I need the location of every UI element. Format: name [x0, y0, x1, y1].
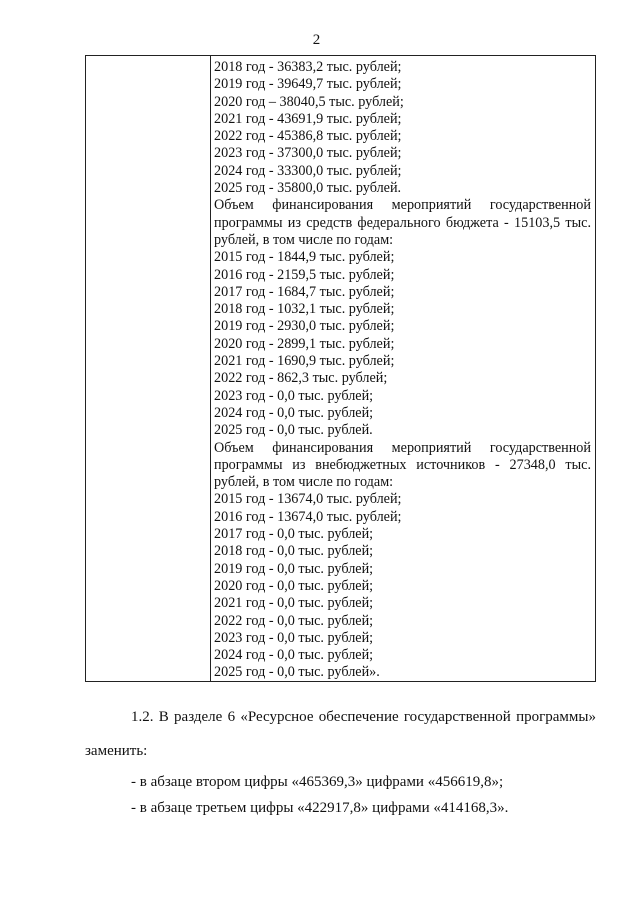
funding-line: 2023 год - 37300,0 тыс. рублей; — [214, 145, 402, 162]
funding-line: 2021 год - 0,0 тыс. рублей; — [214, 595, 374, 612]
funding-line: 2019 год - 39649,7 тыс. рублей; — [214, 76, 402, 93]
funding-line: 2024 год - 0,0 тыс. рублей; — [214, 404, 374, 421]
funding-line: 2017 год - 1684,7 тыс. рублей; — [214, 283, 395, 300]
replacement-list — [131, 769, 591, 821]
funding-line: 2023 год - 0,0 тыс. рублей; — [214, 387, 374, 404]
funding-line: 2022 год - 45386,8 тыс. рублей; — [214, 128, 402, 145]
federal-list — [214, 249, 591, 439]
funding-cell — [214, 59, 591, 682]
replacement-item: - в абзаце третьем цифры «422917,8» цифрами «414168,3». — [131, 800, 509, 816]
federal-intro: Объем финансирования мероприятий государственной программы из средств федерального бюджета - 15103,5 тыс. рублей, в том числе по годам: — [214, 197, 591, 248]
funding-line: 2016 год - 2159,5 тыс. рублей; — [214, 266, 395, 283]
funding-line: 2016 год - 13674,0 тыс. рублей; — [214, 508, 402, 525]
funding-line: 2018 год - 0,0 тыс. рублей; — [214, 543, 374, 560]
column-divider — [210, 56, 211, 681]
funding-line: 2020 год - 0,0 тыс. рублей; — [214, 577, 374, 594]
funding-line: 2024 год - 0,0 тыс. рублей; — [214, 647, 374, 664]
funding-line: 2020 год – 38040,5 тыс. рублей; — [214, 93, 404, 110]
funding-line: 2025 год - 0,0 тыс. рублей. — [214, 422, 373, 439]
paragraph-1-2: 1.2. В разделе 6 «Ресурсное обеспечение государственной программы» заменить: — [85, 709, 596, 759]
funding-line: 2015 год - 13674,0 тыс. рублей; — [214, 491, 402, 508]
funding-line: 2025 год - 35800,0 тыс. рублей. — [214, 180, 402, 197]
extrabudget-intro: Объем финансирования мероприятий государственной программы из внебюджетных источников - 27348,0 тыс. рублей, в том числе по годам: — [214, 439, 591, 491]
funding-table — [85, 55, 596, 682]
extrabudget-list — [214, 491, 591, 681]
page-number: 2 — [312, 32, 321, 48]
funding-line: 2022 год - 0,0 тыс. рублей; — [214, 612, 374, 629]
funding-line: 2025 год - 0,0 тыс. рублей». — [214, 664, 380, 681]
funding-line: 2020 год - 2899,1 тыс. рублей; — [214, 335, 395, 352]
replacement-item: - в абзаце втором цифры «465369,3» цифрами «456619,8»; — [131, 774, 504, 790]
funding-line: 2021 год - 1690,9 тыс. рублей; — [214, 353, 395, 370]
funding-line: 2023 год - 0,0 тыс. рублей; — [214, 629, 374, 646]
funding-line: 2015 год - 1844,9 тыс. рублей; — [214, 249, 395, 266]
funding-line: 2017 год - 0,0 тыс. рублей; — [214, 526, 374, 543]
funding-line: 2018 год - 1032,1 тыс. рублей; — [214, 301, 395, 318]
funding-line: 2019 год - 2930,0 тыс. рублей; — [214, 318, 395, 335]
funding-line: 2018 год - 36383,2 тыс. рублей; — [214, 59, 402, 75]
group1-list — [214, 59, 591, 197]
funding-line: 2021 год - 43691,9 тыс. рублей; — [214, 110, 402, 127]
funding-line: 2022 год - 862,3 тыс. рублей; — [214, 370, 388, 387]
funding-line: 2024 год - 33300,0 тыс. рублей; — [214, 162, 402, 179]
funding-line: 2019 год - 0,0 тыс. рублей; — [214, 560, 374, 577]
